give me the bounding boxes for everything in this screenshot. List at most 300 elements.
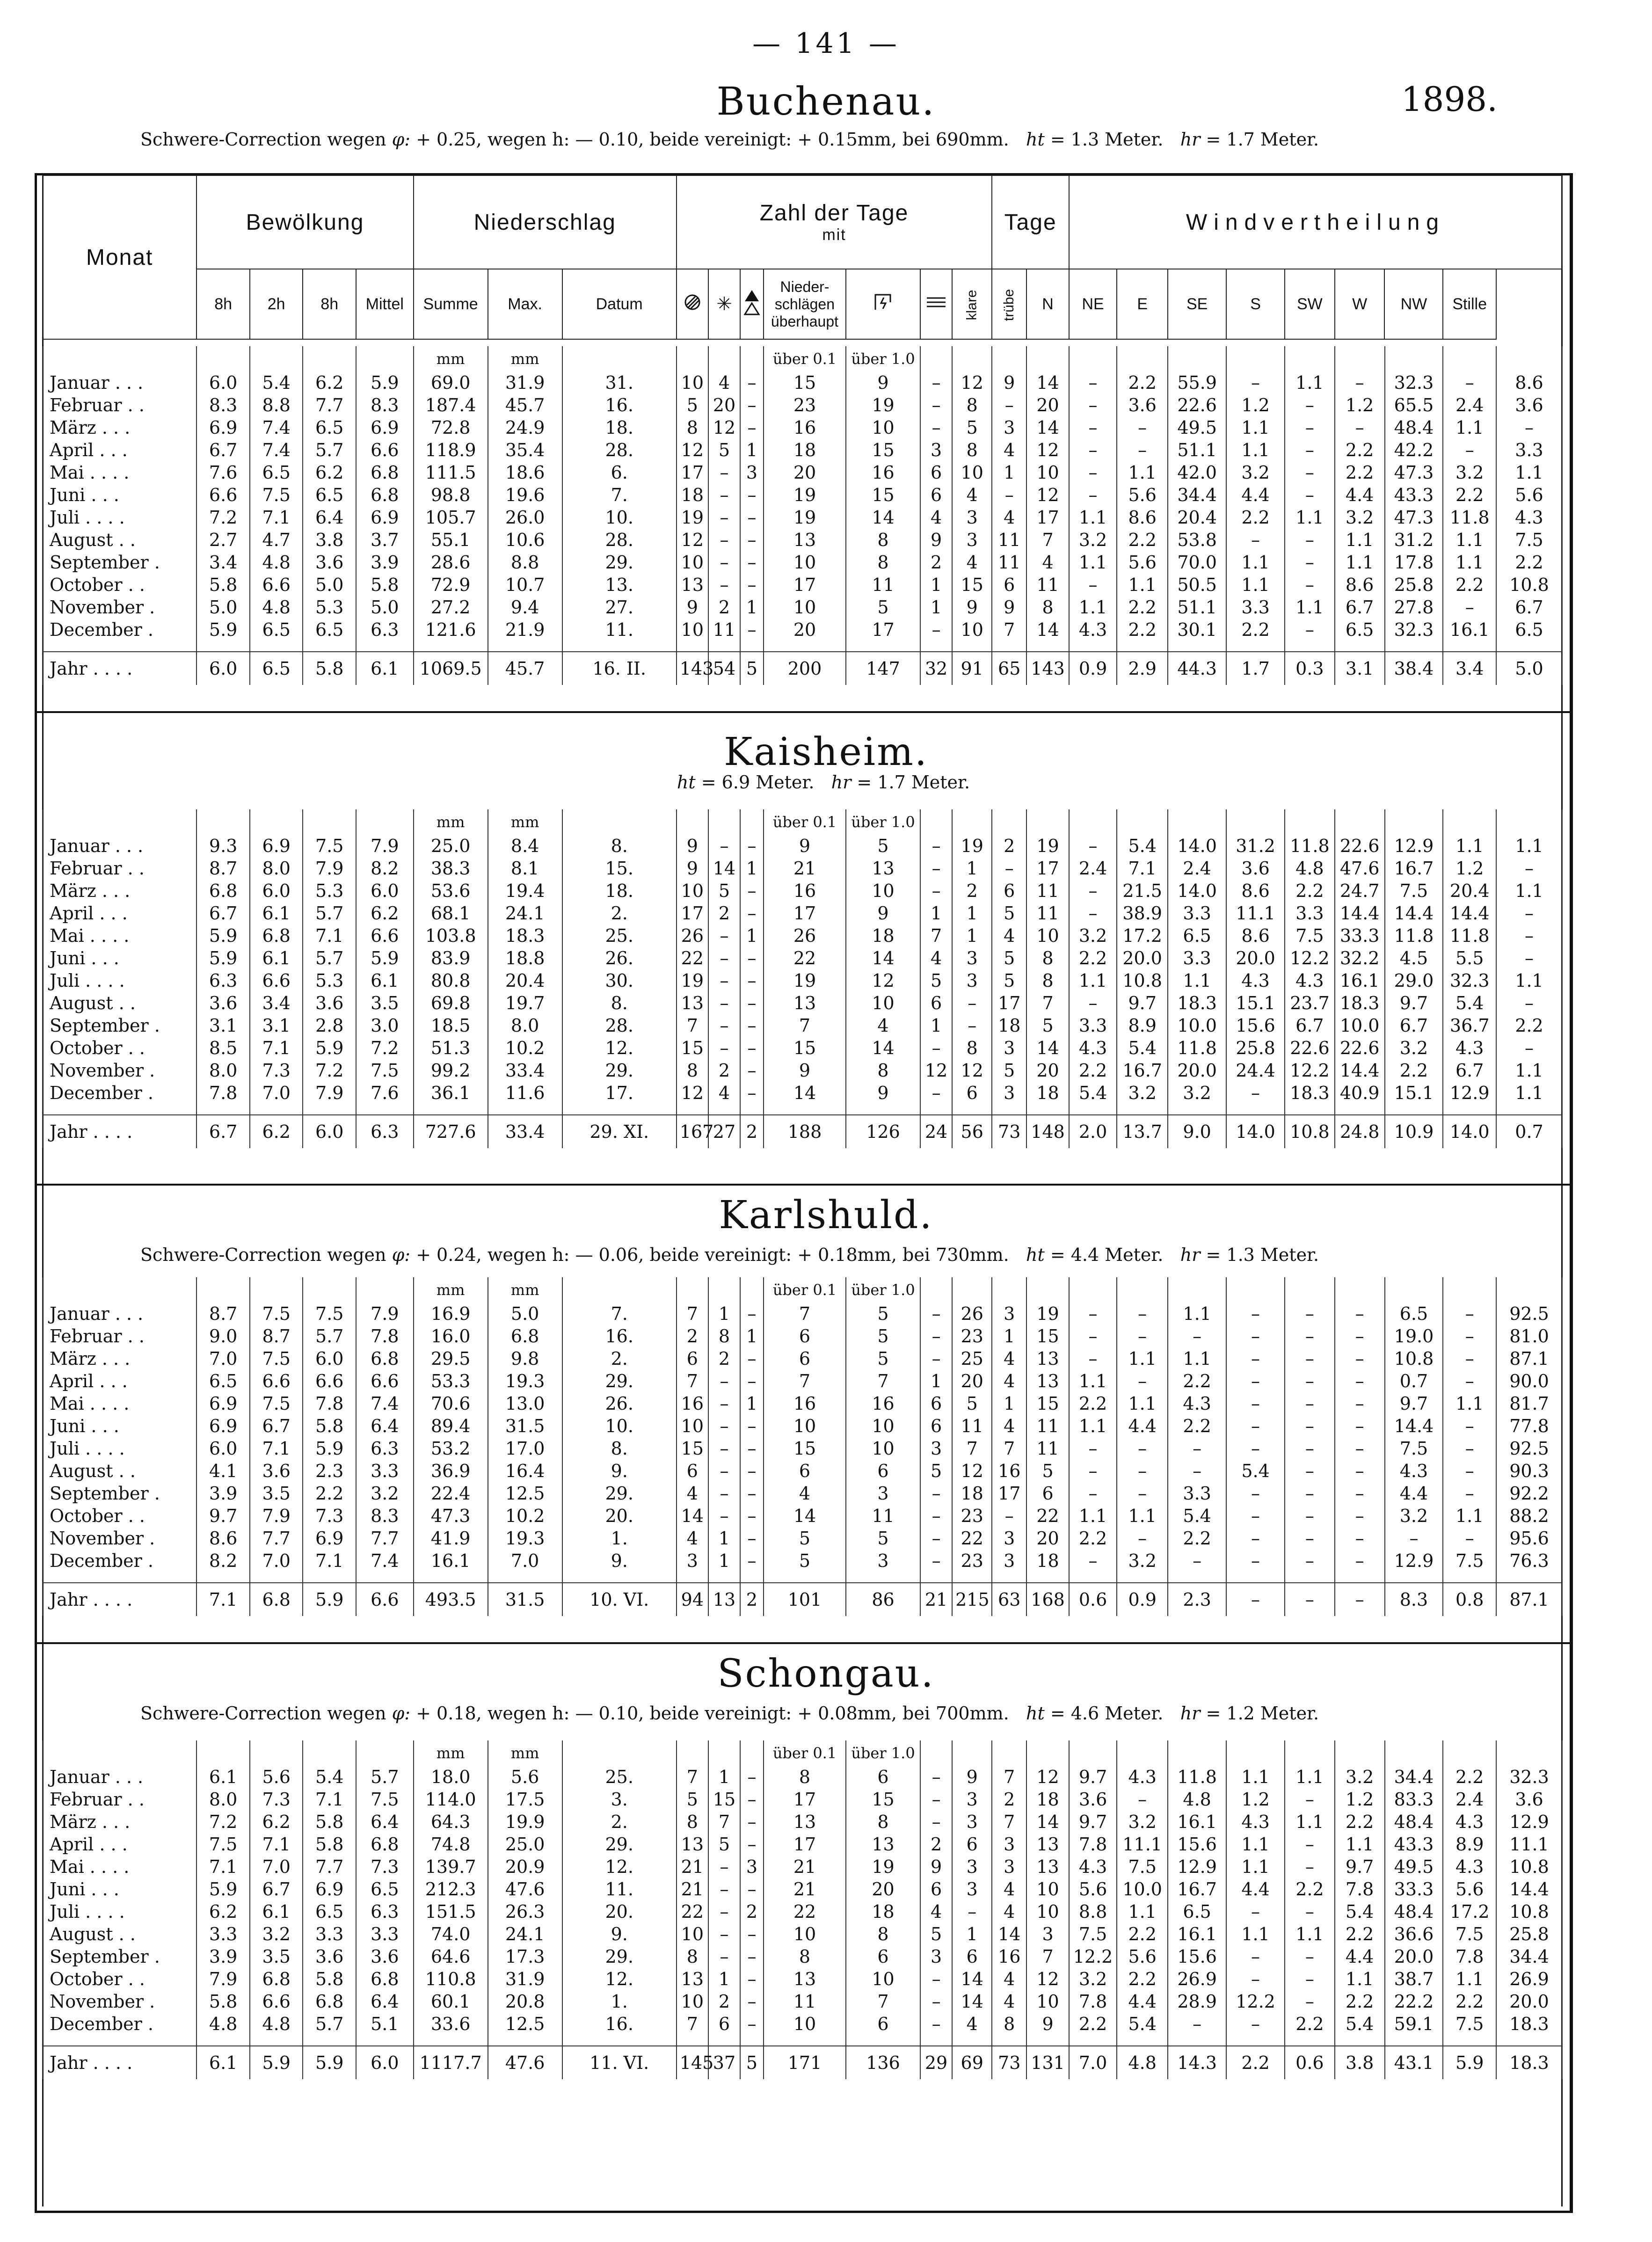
table-cell: 36.7: [1443, 1014, 1496, 1037]
table-cell: 1: [740, 857, 764, 880]
table-cell: –: [708, 1505, 740, 1527]
table-cell: 17.8: [1385, 551, 1443, 574]
table-cell: 6.8: [356, 1833, 414, 1856]
table-row: [43, 1968, 1562, 1990]
table-cell: 4: [1026, 551, 1069, 574]
table-cell: 3.5: [356, 992, 414, 1014]
table-row: [43, 1370, 1562, 1392]
table-cell: 1: [920, 1014, 952, 1037]
table-cell: 7: [677, 1014, 708, 1037]
table-cell: 1.1: [1443, 551, 1496, 574]
table-cell: –: [1496, 857, 1562, 880]
month-label: August . .: [43, 1460, 196, 1482]
table-cell: 5: [920, 1923, 952, 1945]
table-cell: –: [920, 1347, 952, 1370]
table-cell: 8.6: [196, 1527, 250, 1550]
table-cell: 15: [846, 1788, 920, 1811]
table-cell: 5: [708, 880, 740, 902]
table-cell: 2.: [562, 1347, 677, 1370]
table-row: [43, 1833, 1562, 1856]
table-cell: 14: [1026, 416, 1069, 439]
table-cell: 20.4: [488, 969, 562, 992]
table-cell: 10: [1026, 924, 1069, 947]
table-cell: 69.8: [414, 992, 488, 1014]
table-cell: 5: [846, 1347, 920, 1370]
table-cell: 6: [952, 1945, 992, 1968]
table-cell: 4.8: [250, 2013, 303, 2035]
table-cell: 9: [1026, 2013, 1069, 2035]
table-cell: 1: [952, 924, 992, 947]
table-cell: 10: [764, 2013, 846, 2035]
table-cell: 15: [1026, 1325, 1069, 1347]
table-cell: 18.3: [1285, 1082, 1335, 1104]
table-cell: 6.5: [1335, 619, 1385, 641]
header-wind-ne: NE: [1069, 269, 1117, 339]
table-cell: 4.3: [1385, 1460, 1443, 1482]
table-cell: 6.1: [356, 652, 414, 685]
table-cell: 1: [992, 1325, 1026, 1347]
table-cell: 12: [1026, 1968, 1069, 1990]
table-cell: –: [1285, 1856, 1335, 1878]
table-cell: 25.8: [1385, 574, 1443, 596]
table-cell: 5.7: [356, 1766, 414, 1788]
table-cell: 14: [846, 1037, 920, 1059]
table-cell: 15: [952, 574, 992, 596]
table-cell: –: [1069, 902, 1117, 924]
table-cell: 6: [920, 1415, 952, 1437]
header-mittel: Mittel: [356, 269, 414, 339]
table-cell: 17: [1026, 857, 1069, 880]
table-cell: 25.8: [1496, 1923, 1562, 1945]
table-cell: 16: [677, 1392, 708, 1415]
header-wind-stille: Stille: [1443, 269, 1496, 339]
table-cell: 8: [846, 1923, 920, 1945]
table-cell: 0.8: [1443, 1583, 1496, 1616]
table-cell: 148: [1026, 1115, 1069, 1148]
table-cell: 47.6: [488, 1878, 562, 1900]
table-cell: 3: [920, 1945, 952, 1968]
table-cell: 31.5: [488, 1583, 562, 1616]
table-cell: 22: [764, 1900, 846, 1923]
units-row: [43, 1277, 1562, 1303]
table-cell: 9.: [562, 1460, 677, 1482]
month-label: December .: [43, 619, 196, 641]
table-cell: 13: [677, 574, 708, 596]
table-cell: 7: [764, 1370, 846, 1392]
month-label: October . .: [43, 1037, 196, 1059]
table-cell: 5.4: [250, 371, 303, 394]
table-cell: 2.: [562, 902, 677, 924]
table-cell: –: [1335, 1303, 1385, 1325]
month-label: Februar . .: [43, 1788, 196, 1811]
table-cell: –: [740, 1990, 764, 2013]
table-cell: 26.3: [488, 1900, 562, 1923]
table-cell: 3: [740, 461, 764, 484]
table-cell: –: [740, 1303, 764, 1325]
table-cell: –: [1443, 1415, 1496, 1437]
table-cell: –: [1443, 1325, 1496, 1347]
table-cell: –: [1285, 1347, 1335, 1370]
table-cell: 13.0: [488, 1392, 562, 1415]
table-cell: 51.3: [414, 1037, 488, 1059]
table-cell: 19: [677, 506, 708, 529]
table-cell: –: [1443, 596, 1496, 619]
table-cell: –: [740, 1878, 764, 1900]
table-cell: 14.4: [1443, 902, 1496, 924]
header-summe: Summe: [414, 269, 488, 339]
table-cell: 2: [708, 1347, 740, 1370]
table-cell: 8.2: [196, 1550, 250, 1572]
table-cell: 6.0: [196, 652, 250, 685]
table-cell: 1.1: [1443, 835, 1496, 857]
table-cell: 80.8: [414, 969, 488, 992]
table-cell: 26.: [562, 947, 677, 969]
table-cell: 5.0: [1496, 652, 1562, 685]
table-cell: 1.1: [1335, 551, 1385, 574]
table-cell: 10: [677, 551, 708, 574]
table-cell: 3.6: [303, 551, 356, 574]
table-cell: 2: [708, 902, 740, 924]
table-cell: –: [740, 1788, 764, 1811]
table-cell: 6.8: [356, 1347, 414, 1370]
table-cell: 2.2: [1168, 1370, 1226, 1392]
table-cell: –: [920, 2013, 952, 2035]
table-cell: 8.3: [356, 1505, 414, 1527]
table-cell: 20: [1026, 1527, 1069, 1550]
table-cell: –: [740, 1833, 764, 1856]
table-cell: 6: [920, 461, 952, 484]
table-cell: 70.6: [414, 1392, 488, 1415]
table-cell: 16: [764, 1392, 846, 1415]
table-cell: –: [1226, 2013, 1285, 2035]
table-cell: 1: [992, 461, 1026, 484]
table-cell: 1.1: [1285, 506, 1335, 529]
table-cell: 6: [764, 1347, 846, 1370]
table-cell: 29. XI.: [562, 1115, 677, 1148]
table-cell: –: [1069, 1437, 1117, 1460]
table-cell: 5.9: [356, 371, 414, 394]
table-cell: 16.1: [1335, 969, 1385, 992]
table-cell: 12: [952, 371, 992, 394]
table-cell: 2.4: [1069, 857, 1117, 880]
table-cell: 6.4: [356, 1990, 414, 2013]
table-cell: –: [708, 835, 740, 857]
table-cell: –: [1285, 1303, 1335, 1325]
table-cell: 3.9: [356, 551, 414, 574]
table-cell: 6.0: [250, 880, 303, 902]
table-cell: 36.1: [414, 1082, 488, 1104]
table-cell: 10: [846, 1968, 920, 1990]
table-cell: 5.8: [303, 1833, 356, 1856]
table-cell: 12.2: [1226, 1990, 1285, 2013]
unit-ueber-1-0: über 1.0: [846, 809, 920, 835]
table-cell: 14: [952, 1990, 992, 2013]
table-cell: 103.8: [414, 924, 488, 947]
table-cell: –: [1069, 1325, 1117, 1347]
table-row: [43, 596, 1562, 619]
table-cell: 3: [992, 1303, 1026, 1325]
table-cell: 2.2: [1117, 596, 1168, 619]
table-cell: 14: [846, 506, 920, 529]
table-cell: 4.4: [1226, 1878, 1285, 1900]
table-cell: 19: [952, 835, 992, 857]
table-cell: 4.4: [1385, 1482, 1443, 1505]
header-tage: Tage: [992, 175, 1069, 269]
table-cell: 44.3: [1168, 652, 1226, 685]
table-cell: 14.0: [1226, 1115, 1285, 1148]
table-cell: 53.3: [414, 1370, 488, 1392]
table-cell: 3.5: [250, 1482, 303, 1505]
table-cell: 6.9: [303, 1878, 356, 1900]
table-row: [43, 1766, 1562, 1788]
table-cell: –: [920, 1550, 952, 1572]
table-cell: 19.0: [1385, 1325, 1443, 1347]
table-cell: 72.9: [414, 574, 488, 596]
table-cell: 4.8: [250, 551, 303, 574]
table-cell: 16.: [562, 394, 677, 416]
table-row: [43, 1325, 1562, 1347]
table-cell: 6.9: [250, 835, 303, 857]
month-label: December .: [43, 2013, 196, 2035]
table-cell: 7.5: [303, 835, 356, 857]
table-cell: 38.3: [414, 857, 488, 880]
table-cell: 6: [708, 2013, 740, 2035]
table-cell: 2.2: [1335, 1990, 1385, 2013]
table-cell: 4: [677, 1527, 708, 1550]
station-title-buchenau: Buchenau.: [716, 80, 936, 124]
table-cell: 1.2: [1226, 394, 1285, 416]
table-cell: 11: [846, 1505, 920, 1527]
table-cell: 35.4: [488, 439, 562, 461]
table-cell: 7.8: [196, 1082, 250, 1104]
table-cell: 8: [846, 1059, 920, 1082]
table-cell: 5: [846, 1303, 920, 1325]
table-cell: –: [1335, 1325, 1385, 1347]
table-cell: 21: [677, 1856, 708, 1878]
table-cell: 1: [708, 1550, 740, 1572]
table-cell: 28.9: [1168, 1990, 1226, 2013]
table-cell: 1.1: [1226, 574, 1285, 596]
table-cell: –: [740, 992, 764, 1014]
table-cell: –: [708, 1037, 740, 1059]
table-cell: 2.2: [1069, 1527, 1117, 1550]
table-cell: –: [1496, 902, 1562, 924]
table-cell: 5: [1026, 1460, 1069, 1482]
table-cell: 31.2: [1385, 529, 1443, 551]
table-cell: 6.2: [303, 371, 356, 394]
table-cell: 1: [740, 924, 764, 947]
table-cell: –: [1226, 1415, 1285, 1437]
table-cell: 31.2: [1226, 835, 1285, 857]
table-cell: 5.7: [303, 947, 356, 969]
table-cell: 28.: [562, 1014, 677, 1037]
table-cell: 1: [740, 1325, 764, 1347]
table-row: [43, 924, 1562, 947]
table-cell: 9.7: [1117, 992, 1168, 1014]
table-cell: 20.4: [1168, 506, 1226, 529]
table-cell: 6.0: [196, 1437, 250, 1460]
table-cell: 15.1: [1226, 992, 1285, 1014]
table-cell: 8: [677, 1811, 708, 1833]
table-cell: –: [708, 551, 740, 574]
table-cell: 10: [846, 880, 920, 902]
table-cell: 1.1: [1285, 1923, 1335, 1945]
table-cell: 11.1: [1496, 1833, 1562, 1856]
table-cell: 6: [764, 1325, 846, 1347]
table-cell: 7.1: [250, 1833, 303, 1856]
table-cell: 53.6: [414, 880, 488, 902]
table-cell: 6.8: [196, 880, 250, 902]
table-cell: 7: [952, 1437, 992, 1460]
table-cell: 16.1: [1168, 1923, 1226, 1945]
table-cell: –: [1069, 992, 1117, 1014]
table-cell: 2.0: [1069, 1115, 1117, 1148]
table-cell: –: [708, 529, 740, 551]
table-cell: 14: [1026, 371, 1069, 394]
table-cell: –: [1335, 1392, 1385, 1415]
table-cell: 16: [846, 461, 920, 484]
table-cell: 7.1: [1117, 857, 1168, 880]
table-cell: –: [1385, 1527, 1443, 1550]
month-label: August . .: [43, 1923, 196, 1945]
table-cell: 20.4: [1443, 880, 1496, 902]
table-cell: 1.1: [1226, 1833, 1285, 1856]
table-cell: 7.6: [356, 1082, 414, 1104]
table-cell: 18.0: [414, 1766, 488, 1788]
table-cell: 9: [992, 596, 1026, 619]
table-cell: 131: [1026, 2046, 1069, 2079]
month-label: März . . .: [43, 880, 196, 902]
table-cell: 20: [764, 461, 846, 484]
table-cell: 4: [764, 1482, 846, 1505]
table-cell: 22: [677, 947, 708, 969]
table-cell: 10: [1026, 1900, 1069, 1923]
table-cell: 9.: [562, 1550, 677, 1572]
month-label: Januar . . .: [43, 371, 196, 394]
table-cell: 7.0: [250, 1082, 303, 1104]
table-cell: 9: [764, 835, 846, 857]
table-cell: 1.2: [1335, 1788, 1385, 1811]
table-cell: 3.6: [1226, 857, 1285, 880]
table-cell: 51.1: [1168, 439, 1226, 461]
table-cell: 1.1: [1335, 1833, 1385, 1856]
table-cell: 3.6: [250, 1460, 303, 1482]
table-cell: 4: [992, 439, 1026, 461]
table-row: [43, 1037, 1562, 1059]
table-cell: 4.4: [1335, 1945, 1385, 1968]
units-row: [43, 809, 1562, 835]
table-cell: 19.6: [488, 484, 562, 506]
table-cell: 17.2: [1443, 1900, 1496, 1923]
table-cell: 5.4: [1168, 1505, 1226, 1527]
table-cell: 6.7: [250, 1415, 303, 1437]
table-cell: 13: [677, 1968, 708, 1990]
table-cell: 1: [740, 596, 764, 619]
table-cell: 13: [1026, 1856, 1069, 1878]
table-cell: 3.4: [250, 992, 303, 1014]
table-cell: 7: [846, 1370, 920, 1392]
table-cell: –: [740, 1527, 764, 1550]
table-cell: 56: [952, 1115, 992, 1148]
table-cell: 8: [708, 1325, 740, 1347]
table-cell: –: [920, 619, 952, 641]
table-cell: 22.6: [1285, 1037, 1335, 1059]
table-cell: 6.5: [356, 1878, 414, 1900]
table-row: [43, 857, 1562, 880]
table-cell: 4.1: [196, 1460, 250, 1482]
table-cell: 7.1: [303, 924, 356, 947]
header-wind-e: E: [1117, 269, 1168, 339]
table-cell: 6.5: [303, 416, 356, 439]
table-cell: 212.3: [414, 1878, 488, 1900]
table-cell: 1.1: [1285, 1766, 1335, 1788]
table-cell: 18: [992, 1014, 1026, 1037]
table-cell: 99.2: [414, 1059, 488, 1082]
table-cell: 12: [677, 529, 708, 551]
table-cell: 8: [677, 1059, 708, 1082]
table-cell: 9.4: [488, 596, 562, 619]
table-cell: 5.4: [1069, 1082, 1117, 1104]
table-cell: –: [1117, 1482, 1168, 1505]
table-cell: 20: [952, 1370, 992, 1392]
table-cell: 5: [992, 1059, 1026, 1082]
table-cell: 9.8: [488, 1347, 562, 1370]
table-cell: 5.4: [303, 1766, 356, 1788]
table-cell: 2: [708, 596, 740, 619]
table-cell: 83.9: [414, 947, 488, 969]
table-cell: 5.9: [356, 947, 414, 969]
table-cell: –: [740, 484, 764, 506]
table-cell: 6: [920, 1392, 952, 1415]
month-label: October . .: [43, 574, 196, 596]
table-cell: 2: [992, 1788, 1026, 1811]
table-cell: 32.3: [1496, 1766, 1562, 1788]
table-cell: 7.5: [1443, 1923, 1496, 1945]
table-cell: –: [708, 1900, 740, 1923]
table-cell: 7.5: [1117, 1856, 1168, 1878]
table-cell: 3.8: [303, 529, 356, 551]
table-cell: 1: [708, 1303, 740, 1325]
jahr-label: Jahr . . . .: [43, 1583, 196, 1616]
table-cell: 17.5: [488, 1788, 562, 1811]
table-cell: 6.8: [250, 1968, 303, 1990]
table-cell: 5.3: [303, 969, 356, 992]
table-cell: –: [740, 902, 764, 924]
month-label: Januar . . .: [43, 835, 196, 857]
table-cell: 7.0: [196, 1347, 250, 1370]
table-cell: 8: [1026, 969, 1069, 992]
table-cell: 20.0: [1385, 1945, 1443, 1968]
table-cell: 21: [677, 1878, 708, 1900]
table-cell: 3: [1026, 1923, 1069, 1945]
table-cell: –: [708, 484, 740, 506]
table-cell: 22: [952, 1527, 992, 1550]
table-cell: 7: [764, 1303, 846, 1325]
table-cell: 18: [677, 484, 708, 506]
table-cell: 1.1: [1496, 969, 1562, 992]
table-cell: 2.2: [1443, 1990, 1496, 2013]
table-cell: 13: [846, 857, 920, 880]
table-cell: 6.8: [303, 1990, 356, 2013]
table-cell: 12.2: [1285, 1059, 1335, 1082]
table-cell: –: [740, 1014, 764, 1037]
table-cell: 60.1: [414, 1990, 488, 2013]
table-cell: –: [920, 1482, 952, 1505]
table-cell: –: [740, 835, 764, 857]
table-cell: 14: [708, 857, 740, 880]
header-niederschlag: Niederschlag: [414, 175, 677, 269]
month-label: Januar . . .: [43, 1766, 196, 1788]
